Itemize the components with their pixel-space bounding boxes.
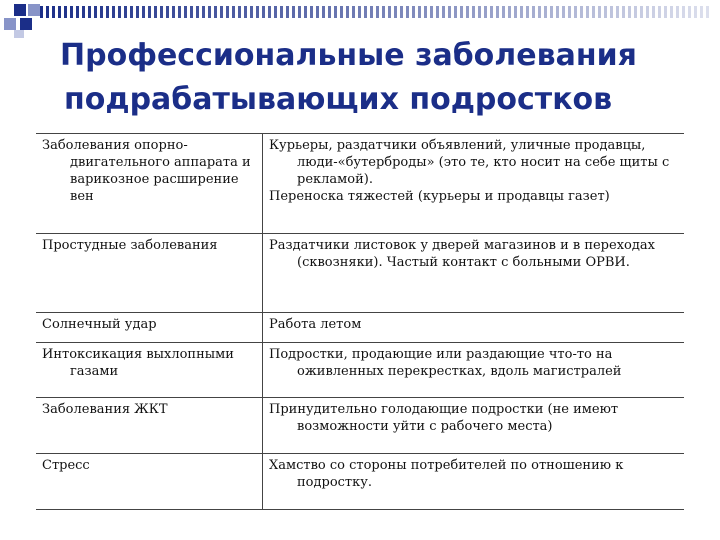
square-light bbox=[28, 4, 40, 16]
table-row bbox=[36, 398, 684, 454]
square-light bbox=[4, 18, 16, 30]
title-line-2: подрабатывающих подростков bbox=[64, 82, 613, 117]
square-pale bbox=[14, 30, 24, 38]
table-row bbox=[36, 234, 684, 313]
cause-cell: Хамство со стороны потребителей по отношению к подростку. bbox=[263, 454, 685, 510]
square-dark bbox=[14, 4, 26, 16]
disease-cell: Стресс bbox=[42, 458, 90, 473]
diseases-table bbox=[36, 133, 684, 510]
square-dark bbox=[20, 18, 32, 30]
cause-cell: Курьеры, раздатчики объявлений, уличные продавцы, люди-«бутерброды» (это те, кто носит на себе щиты с рекламой). Переноска тяжестей (курьеры и продавцы газет) bbox=[263, 134, 685, 234]
cause-cell: Раздатчики листовок у дверей магазинов и в переходах (сквозняки). Частый контакт с больными ОРВИ. bbox=[263, 234, 685, 313]
disease-cell: Заболевания ЖКТ bbox=[42, 402, 168, 417]
table-row bbox=[36, 343, 684, 398]
disease-cell: Простудные заболевания bbox=[42, 238, 218, 253]
cause-cell: Принудительно голодающие подростки (не имеют возможности уйти с рабочего места) bbox=[263, 398, 685, 454]
disease-cell: Интоксикация выхлопными газами bbox=[42, 347, 234, 379]
slide-title bbox=[60, 34, 680, 122]
disease-cell: Солнечный удар bbox=[42, 317, 157, 332]
table-row bbox=[36, 454, 684, 510]
table-row bbox=[36, 313, 684, 343]
disease-cell: Заболевания опорно-двигательного аппарата и варикозное расширение вен bbox=[42, 138, 251, 204]
header-stripe-fade bbox=[40, 6, 710, 18]
title-line-1: Профессиональные заболевания bbox=[60, 38, 637, 73]
cause-cell: Подростки, продающие или раздающие что-то на оживленных перекрестках, вдоль магистралей bbox=[263, 343, 685, 398]
table-row bbox=[36, 134, 684, 234]
cause-cell: Работа летом bbox=[263, 313, 685, 343]
